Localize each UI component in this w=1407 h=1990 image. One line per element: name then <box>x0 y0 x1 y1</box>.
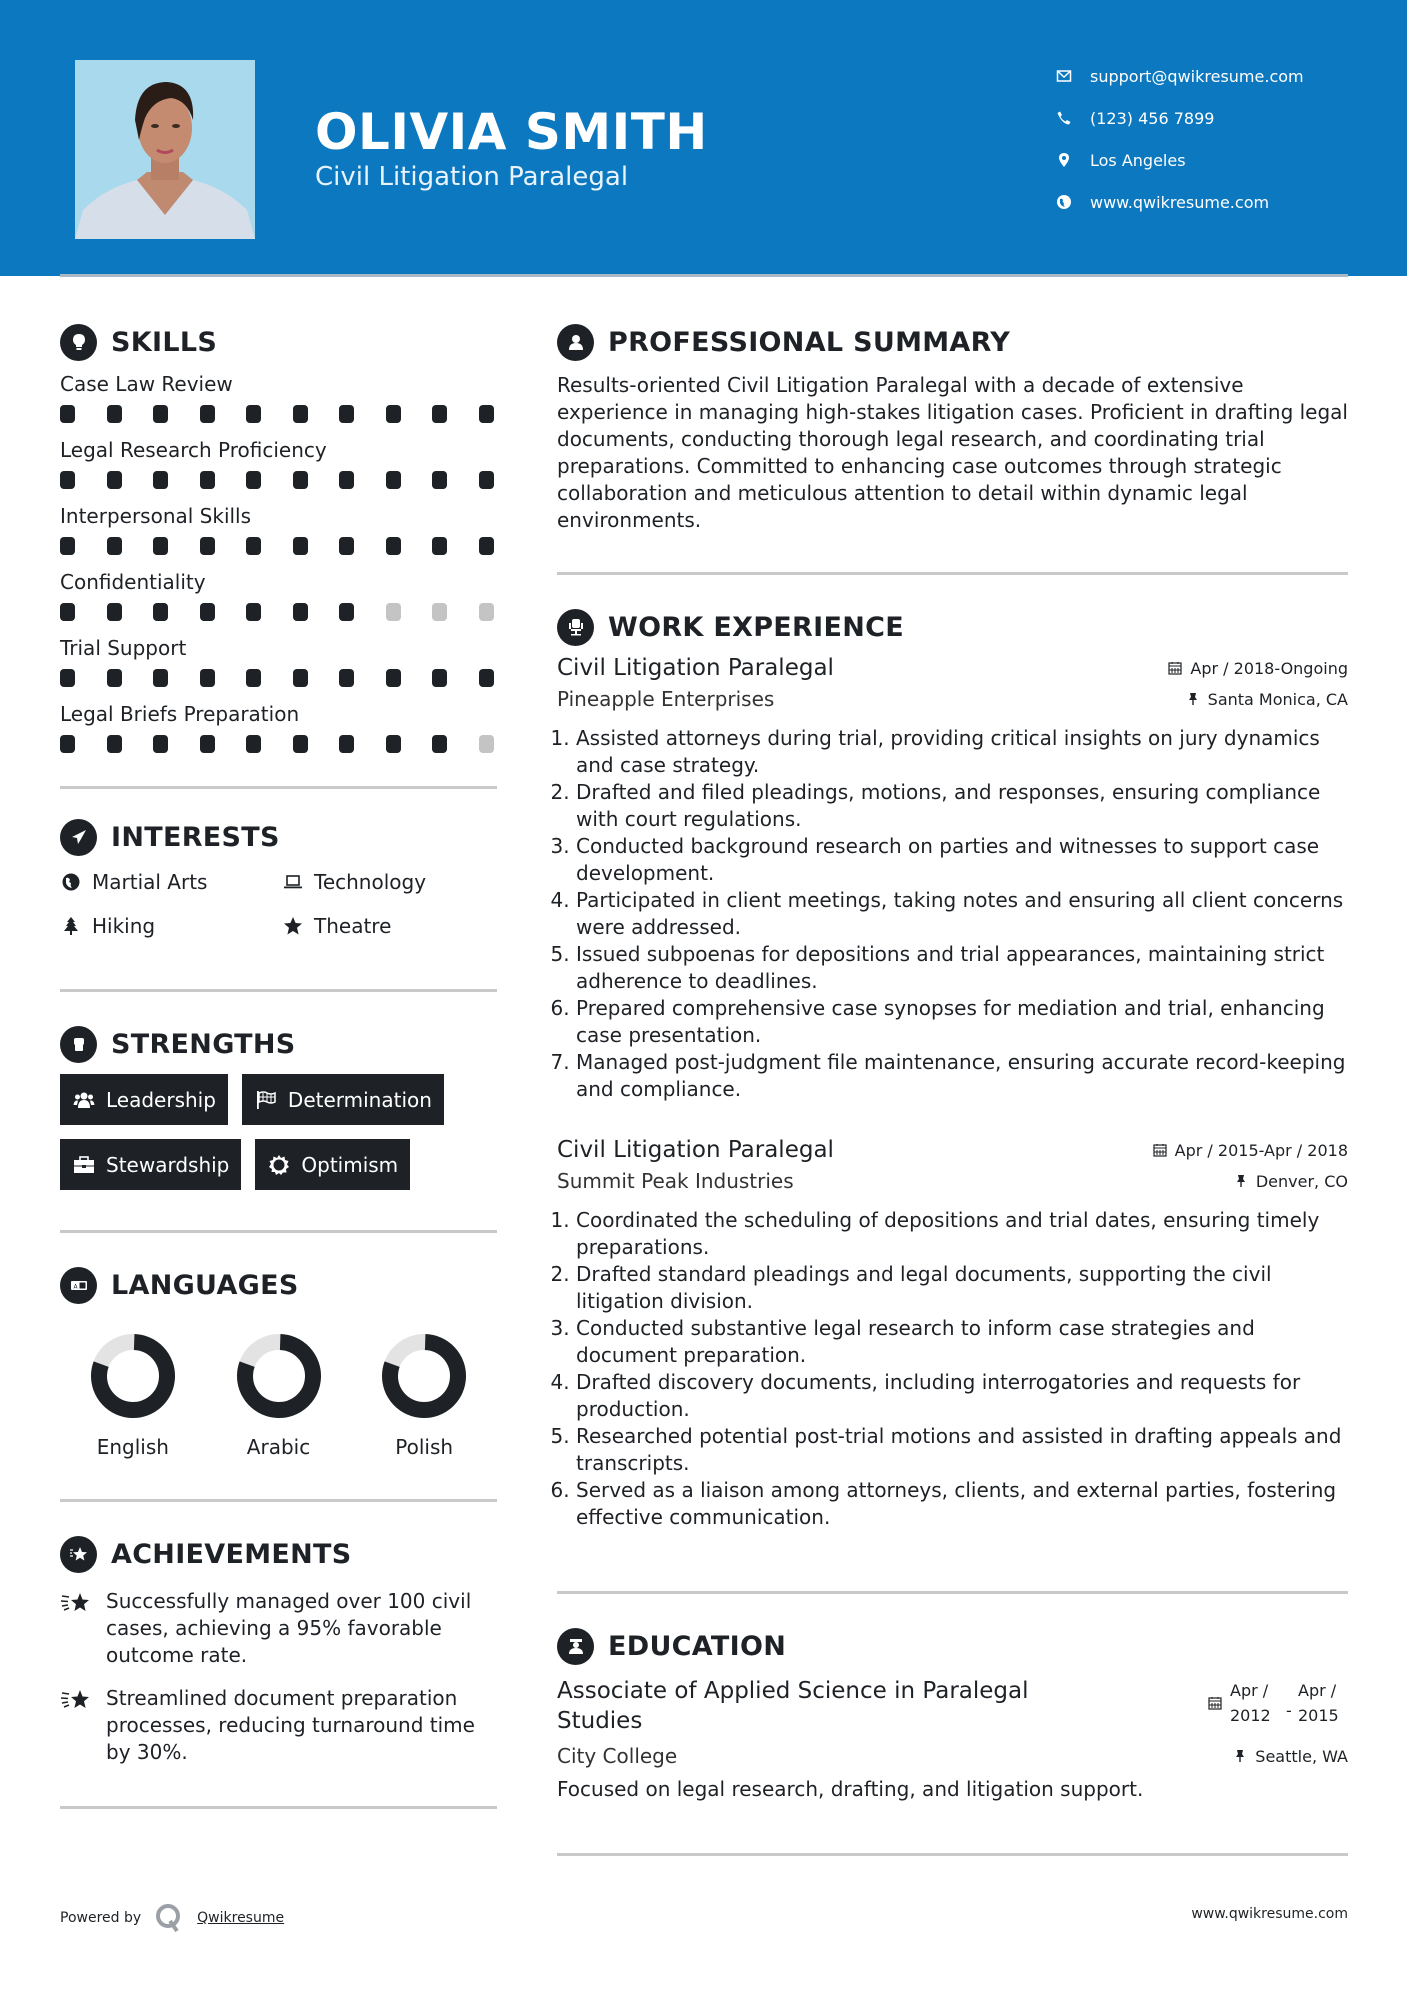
company-name: Pineapple Enterprises <box>557 687 775 711</box>
rating-dot-filled <box>60 471 75 489</box>
flag-icon <box>254 1088 278 1112</box>
language-label: English <box>96 1435 169 1459</box>
company-name: Summit Peak Industries <box>557 1169 794 1193</box>
education-header <box>557 1624 1348 1668</box>
office-chair-icon <box>557 609 594 646</box>
interest-label: Martial Arts <box>92 870 208 894</box>
strength-chip <box>242 1074 444 1125</box>
rating-dot-filled <box>293 405 308 423</box>
degree-title: Associate of Applied Science in Paralegal Studies <box>557 1678 1029 1734</box>
rating-dot-filled <box>479 669 494 687</box>
language-donut-chart <box>90 1333 176 1419</box>
rating-dot-filled <box>246 735 261 753</box>
duty-item: 3. Conducted background research on parties and witnesses to support case development. <box>576 833 1348 887</box>
rating-dot-filled <box>386 405 401 423</box>
strength-label: Optimism <box>301 1152 399 1177</box>
rating-dot-filled <box>246 669 261 687</box>
rating-dot-filled <box>432 471 447 489</box>
skill-rating <box>60 530 497 562</box>
candidate-title: Civil Litigation Paralegal <box>315 162 629 192</box>
svg-text:A: A <box>73 1283 78 1291</box>
envelope-icon <box>1055 67 1073 85</box>
shooting-star-icon <box>60 1685 92 1766</box>
interest-label: Technology <box>314 870 427 894</box>
rating-dot-filled <box>339 669 354 687</box>
rating-dot-filled <box>293 537 308 555</box>
rating-dot-filled <box>339 405 354 423</box>
rating-dot-filled <box>432 537 447 555</box>
language-donut-chart <box>236 1333 322 1419</box>
language-item <box>60 1333 206 1459</box>
language-item <box>206 1333 352 1459</box>
qwikresume-link[interactable]: Qwikresume <box>197 1910 285 1926</box>
achievement-item <box>60 1685 497 1766</box>
strength-chip <box>60 1139 241 1190</box>
education-end: Apr / 2015 <box>1298 1681 1339 1725</box>
duty-item: 1. Coordinated the scheduling of depositions and trial dates, ensuring timely preparations. <box>576 1207 1348 1261</box>
candidate-name: OLIVIA SMITH <box>315 103 708 161</box>
contact-phone[interactable] <box>1055 97 1304 139</box>
rating-dot-filled <box>153 537 168 555</box>
job-location <box>1234 1172 1348 1191</box>
rating-dot-filled <box>479 537 494 555</box>
rating-dot-filled <box>479 471 494 489</box>
skill-label: Interpersonal Skills <box>60 504 252 528</box>
language-label: Polish <box>395 1435 454 1459</box>
rating-dot-filled <box>60 669 75 687</box>
job-duties <box>557 1207 1348 1531</box>
section-divider <box>60 1806 497 1809</box>
section-divider <box>557 1853 1348 1856</box>
education-section <box>557 1624 1348 1856</box>
education-start: Apr / 2012 <box>1230 1681 1271 1725</box>
achievement-item <box>60 1588 497 1669</box>
rating-dot-filled <box>432 669 447 687</box>
rating-dot-filled <box>107 471 122 489</box>
summary-section <box>557 320 1348 575</box>
job-title: Civil Litigation Paralegal <box>557 1137 834 1163</box>
interest-item <box>282 869 497 895</box>
achievements-section <box>60 1532 497 1809</box>
rating-dot-empty <box>479 735 494 753</box>
school-location <box>1233 1747 1348 1766</box>
skill-rating <box>60 662 497 694</box>
users-icon <box>72 1088 96 1112</box>
rating-dot-filled <box>153 669 168 687</box>
experience-header <box>557 605 1348 649</box>
rating-dot-filled <box>60 537 75 555</box>
strengths-section <box>60 1022 497 1233</box>
rating-dot-empty <box>479 603 494 621</box>
rating-dot-filled <box>246 537 261 555</box>
user-icon <box>557 324 594 361</box>
section-divider <box>557 572 1348 575</box>
rating-dot-filled <box>339 603 354 621</box>
education-row <box>557 1676 1348 1736</box>
school-row <box>557 1744 1348 1768</box>
section-divider <box>60 989 497 992</box>
rating-dot-filled <box>60 405 75 423</box>
achievements-heading: ACHIEVEMENTS <box>111 1538 352 1570</box>
rating-dot-filled <box>107 669 122 687</box>
phone-text[interactable]: (123) 456 7899 <box>1090 108 1215 128</box>
date-dash: - <box>1286 1700 1292 1720</box>
skill-rating <box>60 398 497 430</box>
job-duties <box>557 725 1348 1103</box>
languages-header <box>60 1263 497 1307</box>
job-location-text: Denver, CO <box>1255 1171 1348 1191</box>
rating-dot-filled <box>339 471 354 489</box>
rating-dot-filled <box>200 537 215 555</box>
duty-item: 6. Served as a liaison among attorneys, clients, and external parties, fostering effective communication. <box>576 1477 1348 1531</box>
lightbulb-icon <box>60 324 97 361</box>
pushpin-icon <box>1234 1174 1248 1188</box>
skill-label: Legal Briefs Preparation <box>60 702 300 726</box>
contact-list <box>1055 55 1304 223</box>
briefcase-icon <box>72 1153 96 1177</box>
rating-dot-filled <box>153 603 168 621</box>
achievement-text: Streamlined document preparation processes, reducing turnaround time by 30%. <box>106 1686 475 1764</box>
rating-dot-filled <box>107 735 122 753</box>
header-divider <box>60 274 1348 277</box>
email-text[interactable]: support@qwikresume.com <box>1090 66 1304 86</box>
summary-text: Results-oriented Civil Litigation Paralegal with a decade of extensive experience in managing high-stakes litigation cases. Proficient in drafting legal documents, conducting thorough legal research, and coordinating trial preparations. Committed to enhancing case outcomes through strategic collaboration and meticulous attention to detail within dynamic legal environments. <box>557 373 1348 532</box>
experience-heading: WORK EXPERIENCE <box>608 611 904 643</box>
jobs-list <box>557 655 1348 1531</box>
rating-dot-filled <box>107 537 122 555</box>
fist-icon <box>60 1026 97 1063</box>
rating-dot-filled <box>107 603 122 621</box>
shooting-star-icon <box>60 1588 92 1669</box>
skill-label: Legal Research Proficiency <box>60 438 327 462</box>
rating-dot-filled <box>386 735 401 753</box>
rating-dot-filled <box>246 405 261 423</box>
duty-item: 5. Issued subpoenas for depositions and trial appearances, maintaining strict adherence to deadlines. <box>576 941 1348 995</box>
calendar-icon <box>1153 1143 1167 1157</box>
strength-label: Determination <box>287 1087 432 1112</box>
languages-list <box>60 1333 497 1459</box>
duty-item: 2. Drafted and filed pleadings, motions, and responses, ensuring compliance with court regulations. <box>576 779 1348 833</box>
rating-dot-filled <box>200 735 215 753</box>
rating-dot-filled <box>200 471 215 489</box>
skill-rating <box>60 728 497 760</box>
contact-email[interactable] <box>1055 55 1304 97</box>
interest-label: Theatre <box>314 914 392 938</box>
language-item <box>351 1333 497 1459</box>
experience-section <box>557 605 1348 1594</box>
school-location-text: Seattle, WA <box>1255 1746 1348 1766</box>
job-title-row <box>557 655 1348 681</box>
star-icon <box>282 915 304 937</box>
tree-icon <box>60 915 82 937</box>
job-entry <box>557 655 1348 1103</box>
skills-section <box>60 320 497 789</box>
section-divider <box>60 786 497 789</box>
location-text: Los Angeles <box>1090 150 1186 170</box>
duty-item: 4. Drafted discovery documents, including interrogatories and requests for production. <box>576 1369 1348 1423</box>
profile-photo <box>75 60 255 239</box>
skills-heading: SKILLS <box>111 326 218 358</box>
skill-rating <box>60 596 497 628</box>
skill-label: Trial Support <box>60 636 187 660</box>
right-column <box>557 320 1348 1856</box>
rating-dot-filled <box>153 735 168 753</box>
section-divider <box>60 1230 497 1233</box>
skill-rating <box>60 464 497 496</box>
interest-item <box>60 869 282 895</box>
job-location <box>1186 690 1348 709</box>
skills-header <box>60 320 497 364</box>
rating-dot-empty <box>432 603 447 621</box>
rating-dot-filled <box>432 735 447 753</box>
strengths-heading: STRENGTHS <box>111 1028 296 1060</box>
rating-dot-filled <box>200 603 215 621</box>
job-company-row <box>557 687 1348 711</box>
contact-website[interactable] <box>1055 181 1304 223</box>
star-badge-icon <box>60 1536 97 1573</box>
globe-icon <box>1055 193 1073 211</box>
interests-heading: INTERESTS <box>111 821 280 853</box>
rating-dot-filled <box>386 537 401 555</box>
job-entry <box>557 1137 1348 1531</box>
header-banner <box>0 0 1407 276</box>
rating-dot-filled <box>479 405 494 423</box>
rating-dot-filled <box>293 471 308 489</box>
languages-heading: LANGUAGES <box>111 1269 299 1301</box>
education-dates <box>1208 1678 1348 1728</box>
contact-location <box>1055 139 1304 181</box>
rating-dot-filled <box>153 471 168 489</box>
rating-dot-filled <box>60 735 75 753</box>
job-dates-text: Apr / 2015-Apr / 2018 <box>1174 1140 1348 1160</box>
globe-icon <box>60 871 82 893</box>
rating-dot-empty <box>386 603 401 621</box>
section-divider <box>60 1499 497 1502</box>
skills-list <box>60 372 497 760</box>
pushpin-icon <box>1186 692 1200 706</box>
duty-item: 6. Prepared comprehensive case synopses for mediation and trial, enhancing case presentation. <box>576 995 1348 1049</box>
rating-dot-filled <box>432 405 447 423</box>
education-description: Focused on legal research, drafting, and litigation support. <box>557 1777 1144 1801</box>
language-icon <box>60 1267 97 1304</box>
rating-dot-filled <box>153 405 168 423</box>
language-donut-chart <box>381 1333 467 1419</box>
rating-dot-filled <box>386 471 401 489</box>
interests-section <box>60 815 497 992</box>
calendar-icon <box>1208 1696 1222 1710</box>
sun-icon <box>267 1153 291 1177</box>
rating-dot-filled <box>200 669 215 687</box>
powered-by-text: Powered by <box>60 1910 142 1926</box>
interest-label: Hiking <box>92 914 156 938</box>
rating-dot-filled <box>386 669 401 687</box>
achievements-header <box>60 1532 497 1576</box>
strengths-header <box>60 1022 497 1066</box>
school-name: City College <box>557 1744 678 1768</box>
calendar-icon <box>1168 661 1182 675</box>
left-column <box>60 320 497 1809</box>
education-heading: EDUCATION <box>608 1630 787 1662</box>
duty-item: 4. Participated in client meetings, taking notes and ensuring all client concerns were addressed. <box>576 887 1348 941</box>
rating-dot-filled <box>60 603 75 621</box>
interests-header <box>60 815 497 859</box>
portrait-image <box>75 60 255 239</box>
duty-item: 1. Assisted attorneys during trial, providing critical insights on jury dynamics and case strategy. <box>576 725 1348 779</box>
phone-icon <box>1055 109 1073 127</box>
job-title: Civil Litigation Paralegal <box>557 655 834 681</box>
rating-dot-filled <box>107 405 122 423</box>
interest-item <box>60 913 282 939</box>
job-title-row <box>557 1137 1348 1163</box>
summary-heading: PROFESSIONAL SUMMARY <box>608 326 1011 358</box>
job-location-text: Santa Monica, CA <box>1207 689 1348 709</box>
languages-section <box>60 1263 497 1502</box>
section-divider <box>557 1591 1348 1594</box>
rating-dot-filled <box>246 603 261 621</box>
strength-label: Leadership <box>106 1087 216 1112</box>
skill-label: Case Law Review <box>60 372 233 396</box>
job-dates-text: Apr / 2018-Ongoing <box>1190 658 1348 678</box>
rating-dot-filled <box>339 735 354 753</box>
achievement-text: Successfully managed over 100 civil cases, achieving a 95% favorable outcome rate. <box>106 1589 472 1667</box>
footer-website[interactable]: www.qwikresume.com <box>1191 1906 1348 1922</box>
graduate-icon <box>557 1628 594 1665</box>
skill-label: Confidentiality <box>60 570 206 594</box>
job-dates <box>1153 1141 1348 1160</box>
map-marker-icon <box>1055 151 1073 169</box>
duty-item: 3. Conducted substantive legal research to inform case strategies and document preparation. <box>576 1315 1348 1369</box>
rating-dot-filled <box>293 735 308 753</box>
strength-chip <box>60 1074 228 1125</box>
strengths-list <box>60 1074 497 1190</box>
website-text[interactable]: www.qwikresume.com <box>1090 192 1270 212</box>
strength-chip <box>255 1139 410 1190</box>
job-company-row <box>557 1169 1348 1193</box>
rating-dot-filled <box>246 471 261 489</box>
paper-plane-icon <box>60 819 97 856</box>
laptop-icon <box>282 871 304 893</box>
interests-list <box>60 869 497 939</box>
footer-powered-by <box>60 1903 284 1933</box>
language-label: Arabic <box>246 1435 311 1459</box>
rating-dot-filled <box>339 537 354 555</box>
duty-item: 5. Researched potential post-trial motions and assisted in drafting appeals and transcripts. <box>576 1423 1348 1477</box>
pushpin-icon <box>1233 1749 1247 1763</box>
qwikresume-logo-icon <box>155 1903 183 1933</box>
duty-item: 2. Drafted standard pleadings and legal documents, supporting the civil litigation division. <box>576 1261 1348 1315</box>
rating-dot-filled <box>293 603 308 621</box>
duty-item: 7. Managed post-judgment file maintenance, ensuring accurate record-keeping and compliance. <box>576 1049 1348 1103</box>
job-dates <box>1168 659 1348 678</box>
summary-header <box>557 320 1348 364</box>
interest-item <box>282 913 497 939</box>
rating-dot-filled <box>200 405 215 423</box>
rating-dot-filled <box>293 669 308 687</box>
strength-label: Stewardship <box>106 1152 230 1177</box>
